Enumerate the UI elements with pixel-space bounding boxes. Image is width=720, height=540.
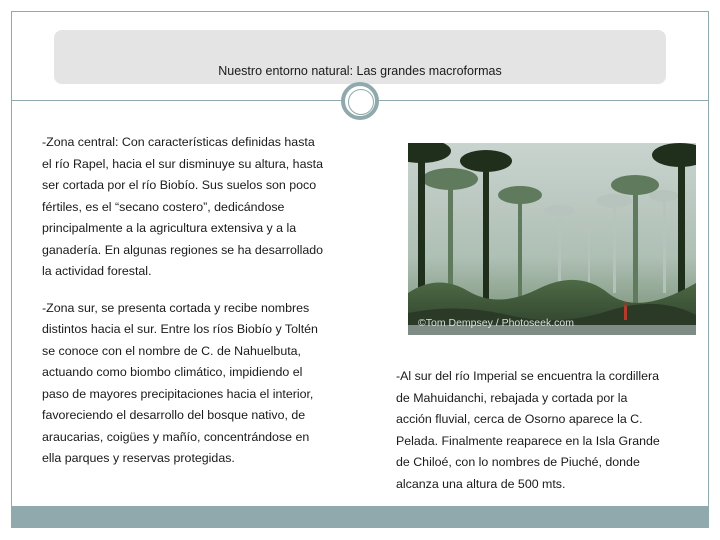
forest-illustration [408, 143, 696, 335]
ring-ornament [341, 82, 379, 120]
araucaria-forest-photo [408, 143, 696, 335]
footer-bar [12, 506, 708, 528]
photo-credit: ©Tom Dempsey / Photoseek.com [418, 317, 574, 329]
slide-title: Nuestro entorno natural: Las grandes macroformas [218, 64, 502, 78]
paragraph-zona-sur-cont: -Al sur del río Imperial se encuentra la cordillera de Mahuidanchi, rebajada y cortada por la acción fluvial, cerca de Osorno aparece la C. Pelada. Finalmente reaparece en la Isla Grande de Chiloé, con lo nombres de Piuché, donde alcanza una altura de 500 mts. [396, 369, 660, 491]
left-column [42, 132, 362, 470]
paragraph-zona-central: -Zona central: Con características definidas hasta el río Rapel, hacia el sur disminuye su altura, hasta ser cortada por el río Biobío. Sus suelos son poco fértiles, es el “secano costero”, dedicándose principalmente a la agricultura extensiva y a la ganadería. En algunas regiones se ha desarrollado la actividad forestal. [42, 135, 324, 278]
paragraph-zona-sur: -Zona sur, se presenta cortada y recibe nombres distintos hacia el sur. Entre los ríos Biobío y Toltén se conoce con el nombre de C. de Nahuelbuta, actuando como biombo climático, impidiendo el paso de mayores precipitaciones hacia el interior, favoreciendo el desarrollo del bosque nativo, de araucarias, coigües y mañío, concentrándose en ella parques y reservas protegidas. [42, 300, 318, 465]
